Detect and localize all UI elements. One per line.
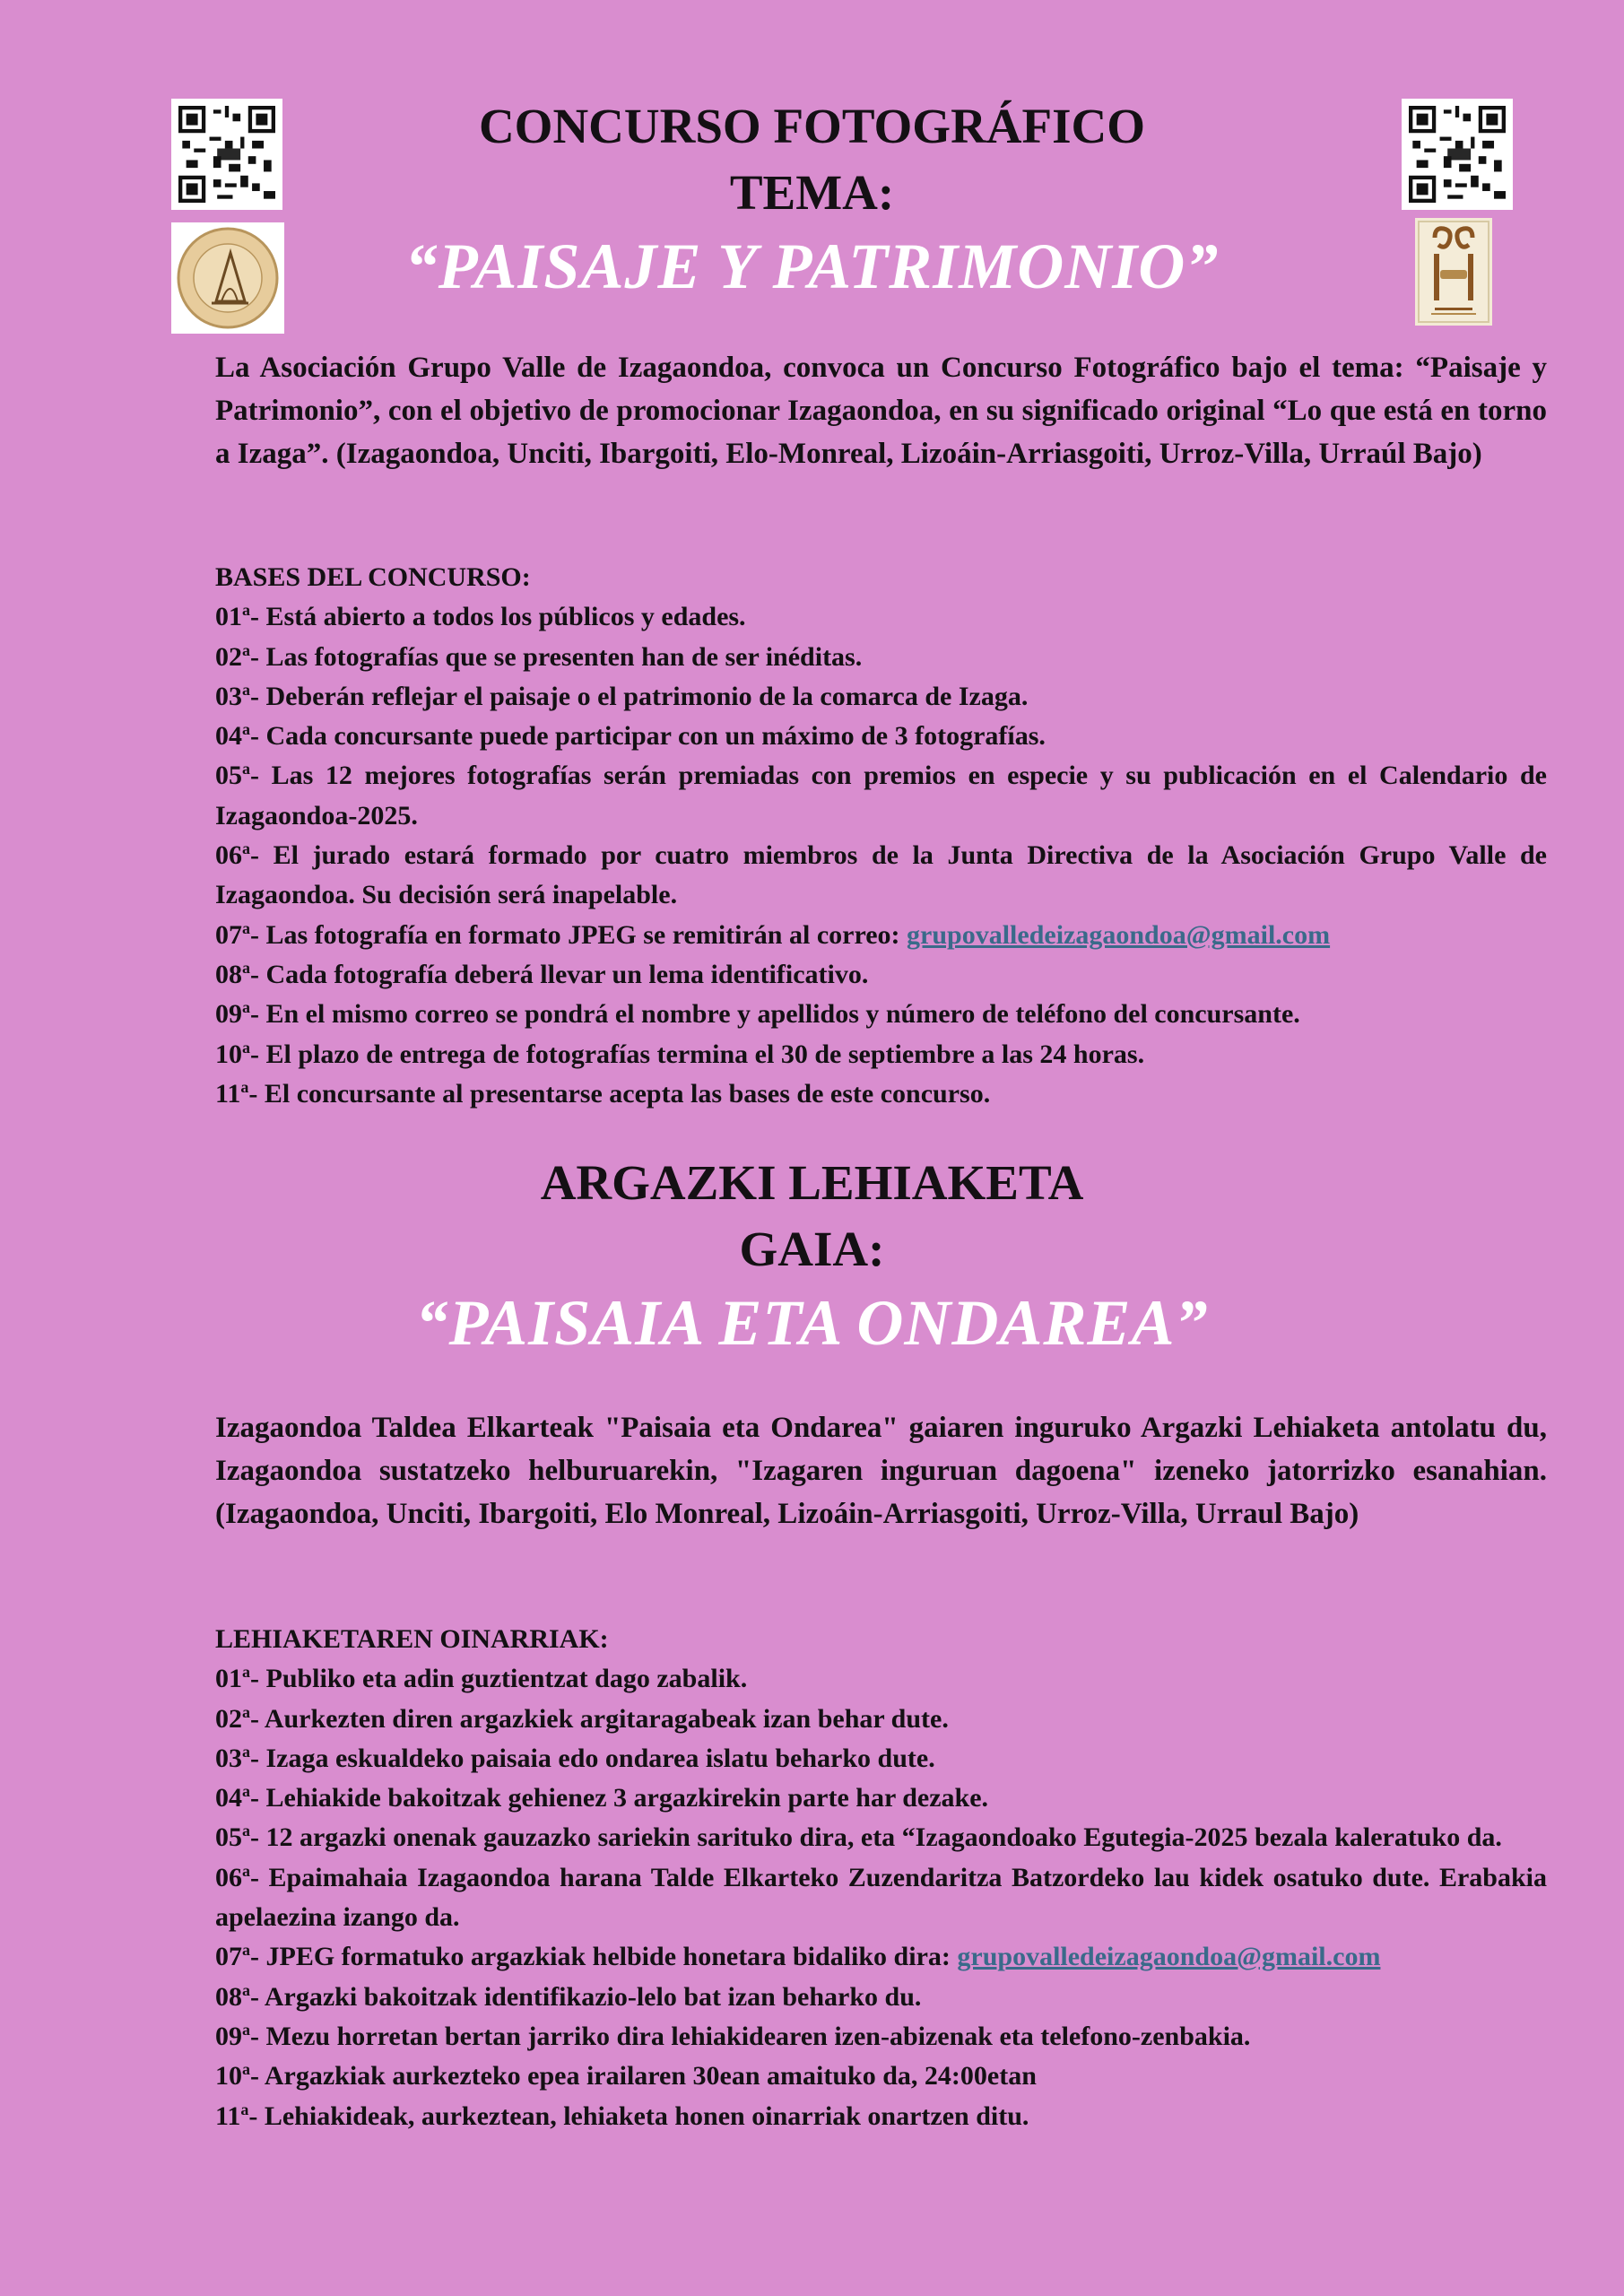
rule-item-es: 05$^a$- Las 12 mejores fotografías serán premiadas con premios en especie y su publicación en el Calendario de Izagaondoa-2025. — [215, 760, 1547, 831]
theme-eu: “PAISAIA ETA ONDAREA” — [415, 1287, 1209, 1359]
rule-item-es: 11$^a$- El concursante al presentarse acepta las bases de este concurso. — [215, 1077, 991, 1109]
title-eu-line1: ARGAZKI LEHIAKETA — [540, 1155, 1084, 1210]
rule-item-eu: 04$^a$- Lehiakide bakoitzak gehienez 3 argazkirekin parte har dezake. — [215, 1782, 989, 1813]
rule-item-eu: 10$^a$- Argazkiak aurkezteko epea irailaren 30ean amaituko da, 24:00etan — [215, 2060, 1037, 2092]
rule-item-eu: 08$^a$- Argazki bakoitzak identifikazio-lelo bat izan beharko du. — [215, 1980, 922, 2012]
theme-es: “PAISAJE Y PATRIMONIO” — [404, 230, 1220, 302]
title-es-line1: CONCURSO FOTOGRÁFICO — [478, 99, 1146, 153]
rule-item-eu: 09$^a$- Mezu horretan bertan jarriko dira lehiakidearen izen-abizenak eta telefono-zenbakia. — [215, 2020, 1251, 2051]
rule-item-es: 04$^a$- Cada concursante puede participar con un máximo de 3 fotografías. — [215, 720, 1046, 752]
rule-item-es: 07$^a$- Las fotografía en formato JPEG se remitirán al correo: grupovalledeizagaondoa@gmail.com — [215, 918, 1331, 950]
rule-item-eu: 06$^a$- Epaimahaia Izagaondoa harana Talde Elkarteko Zuzendaritza Batzordeko lau kidek osatuko dute. Erabakia apelaezina izango da. — [215, 1861, 1547, 1933]
rule-item-es: 02$^a$- Las fotografías que se presenten han de ser inéditas. — [215, 640, 863, 672]
intro-es: La Asociación Grupo Valle de Izagaondoa, convoca un Concurso Fotográfico bajo el tema: “Paisaje y Patrimonio”, con el objetivo de promocionar Izagaondoa, en su significado original “Lo que está en torno a Izaga”. (Izagaondoa, Unciti, Ibargoiti, Elo-Monreal, Lizoáin-Arriasgoiti, Urroz-Villa, Urraúl Bajo) — [215, 352, 1547, 470]
intro-eu: Izagaondoa Taldea Elkarteak "Paisaia eta Ondarea" gaiaren inguruko Argazki Lehiaketa antolatu du, Izagaondoa sustatzeko helburuarekin, "Izagaren inguruan dagoena" izeneko jatorrizko esanahian. (Izagaondoa, Unciti, Ibargoiti, Elo Monreal, Lizoáin-Arriasgoiti, Urroz-Villa, Urraul Bajo) — [215, 1412, 1547, 1530]
rule-item-eu: 07$^a$- JPEG formatuko argazkiak helbide honetara bidaliko dira: grupovalledeizagaondoa@gmail.com — [215, 1941, 1381, 1972]
rule-item-eu: 01$^a$- Publiko eta adin guztientzat dago zabalik. — [215, 1663, 748, 1694]
rules-list-es — [215, 558, 1547, 1114]
rule-item-es: 03$^a$- Deberán reflejar el paisaje o el patrimonio de la comarca de Izaga. — [215, 680, 1029, 711]
rule-item-eu: 03$^a$- Izaga eskualdeko paisaia edo ondarea islatu beharko dute. — [215, 1742, 935, 1773]
rule-item-es: 06$^a$- El jurado estará formado por cuatro miembros de la Junta Directiva de la Asociación Grupo Valle de Izagaondoa. Su decisión será inapelable. — [215, 839, 1547, 910]
rule-item-es: 08$^a$- Cada fotografía deberá llevar un lema identificativo. — [215, 958, 869, 989]
rule-item-es: 01$^a$- Está abierto a todos los públicos y edades. — [215, 601, 746, 632]
title-es-line2: TEMA: — [729, 165, 895, 220]
email-link-es[interactable]: grupovalledeizagaondoa@gmail.com — [907, 919, 1331, 950]
rules-list-eu — [215, 1620, 1547, 2136]
rule-item-eu: 02$^a$- Aurkezten diren argazkiek argitaragabeak izan behar dute. — [215, 1702, 949, 1734]
title-eu-line2: GAIA: — [739, 1222, 885, 1276]
rule-item-es: 10$^a$- El plazo de entrega de fotografías termina el 30 de septiembre a las 24 horas. — [215, 1038, 1145, 1069]
bases-title-es: BASES DEL CONCURSO: — [215, 562, 531, 592]
rule-item-es: 09$^a$- En el mismo correo se pondrá el nombre y apellidos y número de teléfono del concursante. — [215, 998, 1300, 1030]
rule-item-eu: 05$^a$- 12 argazki onenak gauzazko sariekin sarituko dira, eta “Izagaondoako Egutegia-2025 bezala kaleratuko da. — [215, 1822, 1502, 1853]
rule-item-eu: 11$^a$- Lehiakideak, aurkeztean, lehiaketa honen oinarriak onartzen ditu. — [215, 2100, 1029, 2131]
email-link-eu[interactable]: grupovalledeizagaondoa@gmail.com — [957, 1942, 1381, 1972]
bases-title-eu: LEHIAKETAREN OINARRIAK: — [215, 1624, 609, 1654]
